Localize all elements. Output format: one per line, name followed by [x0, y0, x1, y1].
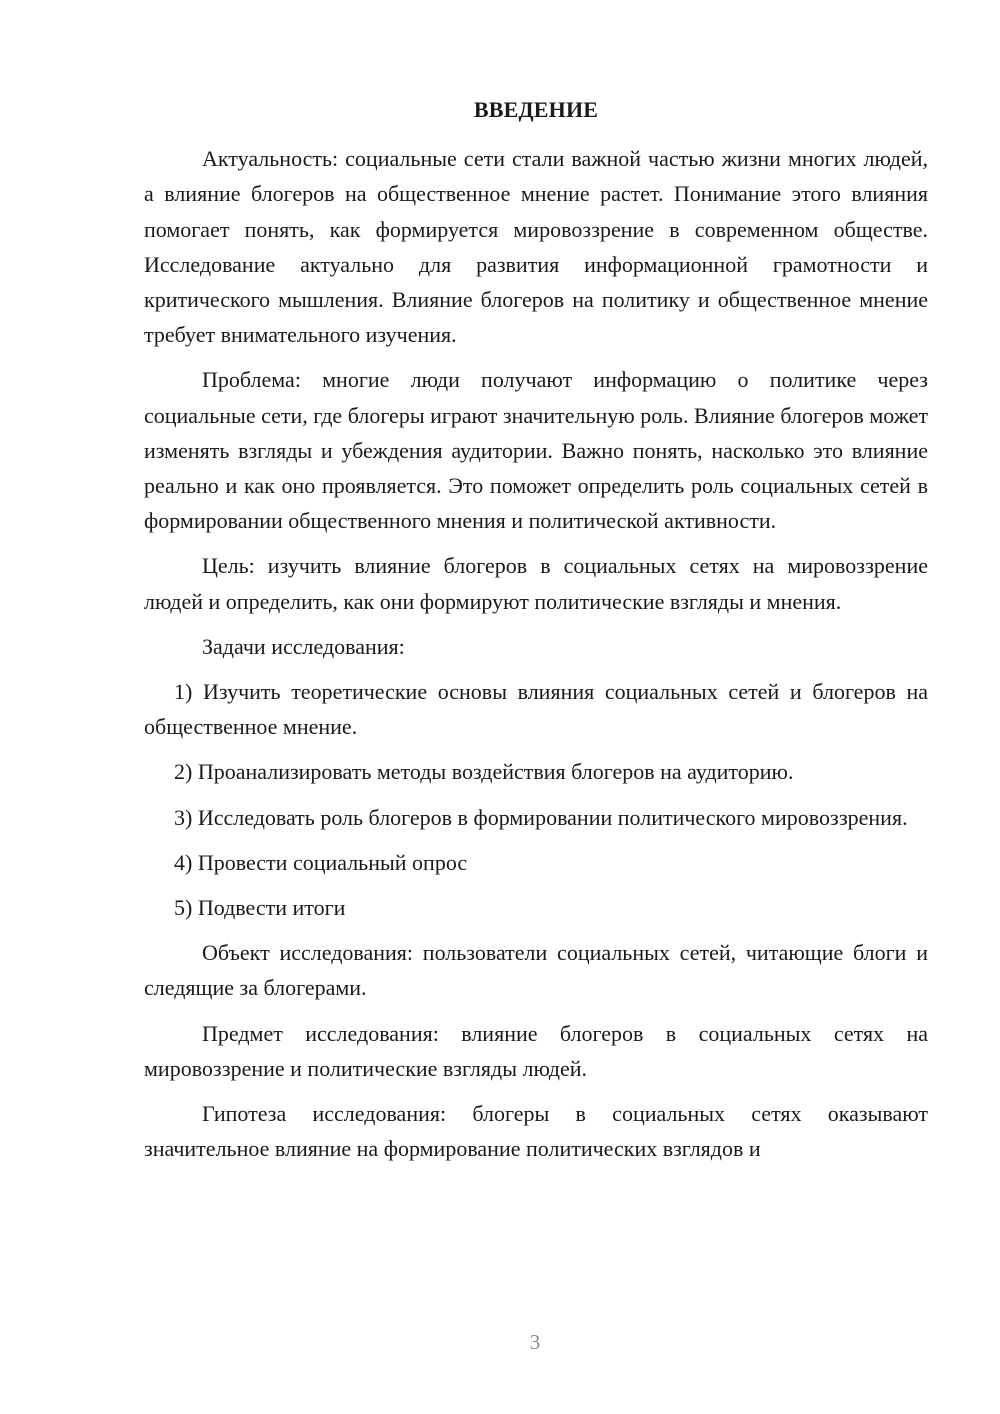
- page-number: 3: [529, 1330, 541, 1354]
- task-item: 4) Провести социальный опрос: [174, 849, 468, 875]
- subject-paragraph: Предмет исследования: влияние блогеров в социальных сетях на мировоззрение и политические взгляды людей.: [144, 1020, 928, 1081]
- task-item: 3) Исследовать роль блогеров в формировании политического мировоззрения.: [174, 804, 908, 830]
- object-paragraph: Объект исследования: пользователи социальных сетей, читающие блоги и следящие за блогерами.: [144, 940, 928, 1001]
- relevance-paragraph: Актуальность: социальные сети стали важной частью жизни многих людей, а влияние блогеров на общественное мнение растет. Понимание этого влияния помогает понять, как формируется мировоззрение в современном обществе. Исследование актуально для развития информационной грамотности и критического мышления. Влияние блогеров на политику и общественное мнение требует внимательного изучения.: [144, 146, 928, 348]
- task-item: 1) Изучить теоретические основы влияния социальных сетей и блогеров на общественное мнение.: [144, 679, 928, 740]
- hypothesis-paragraph: Гипотеза исследования: блогеры в социальных сетях оказывают значительное влияние на формирование политических взглядов и: [144, 1101, 928, 1162]
- section-heading: ВВЕДЕНИЕ: [473, 97, 599, 122]
- task-item: 5) Подвести итоги: [174, 895, 346, 921]
- tasks-title: Задачи исследования:: [202, 633, 405, 659]
- problem-paragraph: Проблема: многие люди получают информацию о политике через социальные сети, где блогеры играют значительную роль. Влияние блогеров может изменять взгляды и убеждения аудитории. Важно понять, насколько это влияние реально и как оно проявляется. Это поможет определить роль социальных сетей в формировании общественного мнения и политической активности.: [144, 367, 928, 534]
- goal-paragraph: Цель: изучить влияние блогеров в социальных сетях на мировоззрение людей и определить, как они формируют политические взгляды и мнения.: [144, 553, 928, 614]
- page-content: [144, 92, 928, 1166]
- task-item: 2) Проанализировать методы воздействия блогеров на аудиторию.: [174, 759, 794, 785]
